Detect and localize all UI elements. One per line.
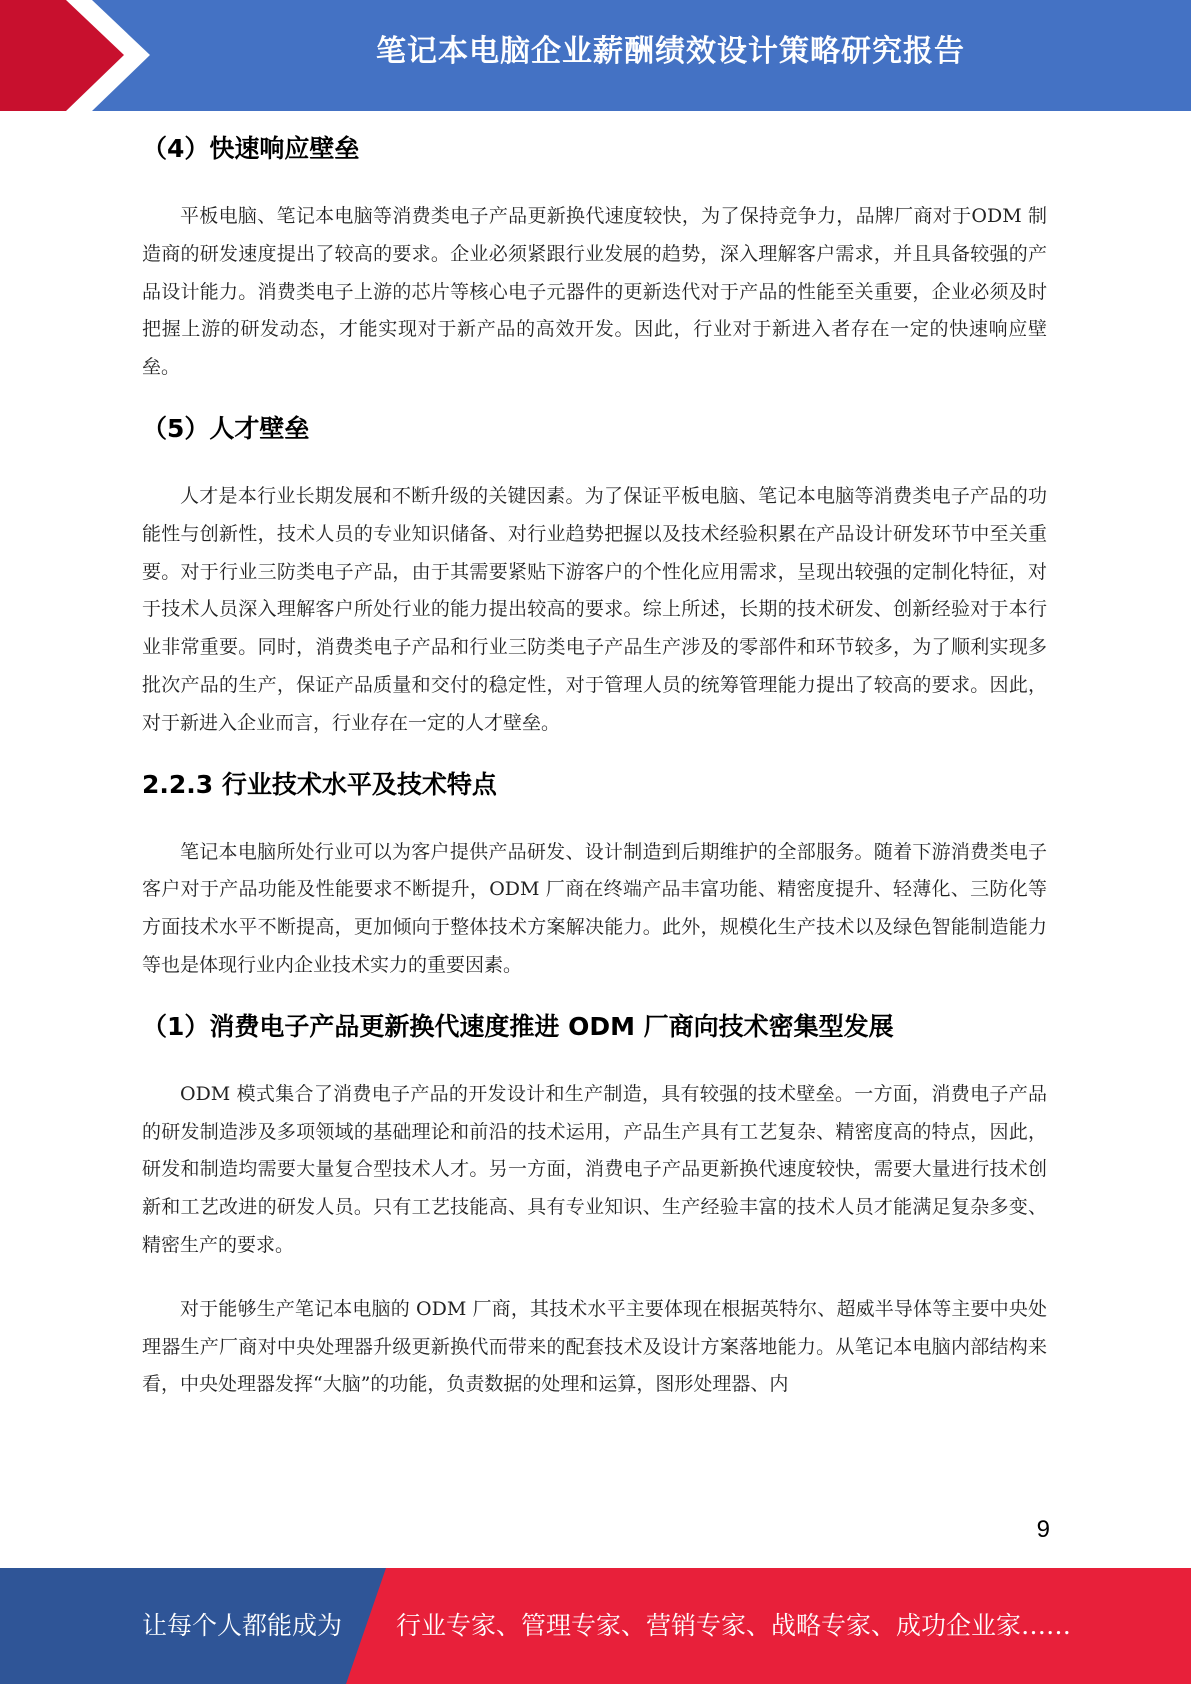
paragraph: 人才是本行业长期发展和不断升级的关键因素。为了保证平板电脑、笔记本电脑等消费类电子产品的功能性与创新性，技术人员的专业知识储备、对行业趋势把握以及技术经验积累在产品设计研发环节中至关重要。对于行业三防类电子产品，由于其需要紧贴下游客户的个性化应用需求，呈现出较强的定制化特征，对于技术人员深入理解客户所处行业的能力提出较高的要求。综上所述，长期的技术研发、创新经验对于本行业非常重要。同时，消费类电子产品和行业三防类电子产品生产涉及的零部件和环节较多，为了顺利实现多批次产品的生产，保证产品质量和交付的稳定性，对于管理人员的统筹管理能力提出了较高的要求。因此，对于新进入企业而言，行业存在一定的人才壁垒。 bbox=[142, 484, 1047, 734]
paragraph: ODM 模式集合了消费电子产品的开发设计和生产制造，具有较强的技术壁垒。一方面，消费电子产品的研发制造涉及多项领域的基础理论和前沿的技术运用，产品生产具有工艺复杂、精密度高的特点，因此，研发和制造均需要大量复合型技术人才。另一方面，消费电子产品更新换代速度较快，需要大量进行技术创新和工艺改进的研发人员。只有工艺技能高、具有专业知识、生产经验丰富的技术人员才能满足复杂多变、精密生产的要求。 bbox=[142, 1082, 1047, 1256]
section-heading-2-2-3: 2.2.3 行业技术水平及技术特点 bbox=[142, 769, 497, 799]
paragraph: 对于能够生产笔记本电脑的 ODM 厂商，其技术水平主要体现在根据英特尔、超威半导体等主要中央处理器生产厂商对中央处理器升级更新换代而带来的配套技术及设计方案落地能力。从笔记本电脑内部结构来看，中央处理器发挥“大脑”的功能，负责数据的处理和运算，图形处理器、内 bbox=[142, 1297, 1047, 1396]
paragraph: 平板电脑、笔记本电脑等消费类电子产品更新换代速度较快，为了保持竞争力，品牌厂商对于ODM 制造商的研发速度提出了较高的要求。企业必须紧跟行业发展的趋势，深入理解客户需求，并且具备较强的产品设计能力。消费类电子上游的芯片等核心电子元器件的更新迭代对于产品的性能至关重要，企业必须及时把握上游的研发动态，才能实现对于新产品的高效开发。因此，行业对于新进入者存在一定的快速响应壁垒。 bbox=[142, 205, 1047, 379]
header-title: 笔记本电脑企业薪酬绩效设计策略研究报告 bbox=[376, 34, 965, 69]
document-body bbox=[142, 126, 1047, 1404]
footer-slogan-left: 让每个人都能成为 bbox=[142, 1611, 343, 1640]
page-number: 9 bbox=[1036, 1516, 1050, 1543]
paragraph: 笔记本电脑所处行业可以为客户提供产品研发、设计制造到后期维护的全部服务。随着下游消费类电子客户对于产品功能及性能要求不断提升，ODM 厂商在终端产品丰富功能、精密度提升、轻薄化、三防化等方面技术水平不断提高，更加倾向于整体技术方案解决能力。此外，规模化生产技术以及绿色智能制造能力等也是体现行业内企业技术实力的重要因素。 bbox=[142, 840, 1047, 976]
page-footer bbox=[0, 1568, 1191, 1684]
section-heading-talent-barrier: （5）人才壁垒 bbox=[142, 413, 310, 443]
section-heading-odm-tech-intensive: （1）消费电子产品更新换代速度推进 ODM 厂商向技术密集型发展 bbox=[142, 1011, 894, 1041]
section-heading-fast-response-barrier: （4）快速响应壁垒 bbox=[142, 134, 360, 163]
footer-slogan-right: 行业专家、管理专家、营销专家、战略专家、成功企业家…… bbox=[396, 1611, 1072, 1640]
page-header bbox=[0, 0, 1191, 111]
